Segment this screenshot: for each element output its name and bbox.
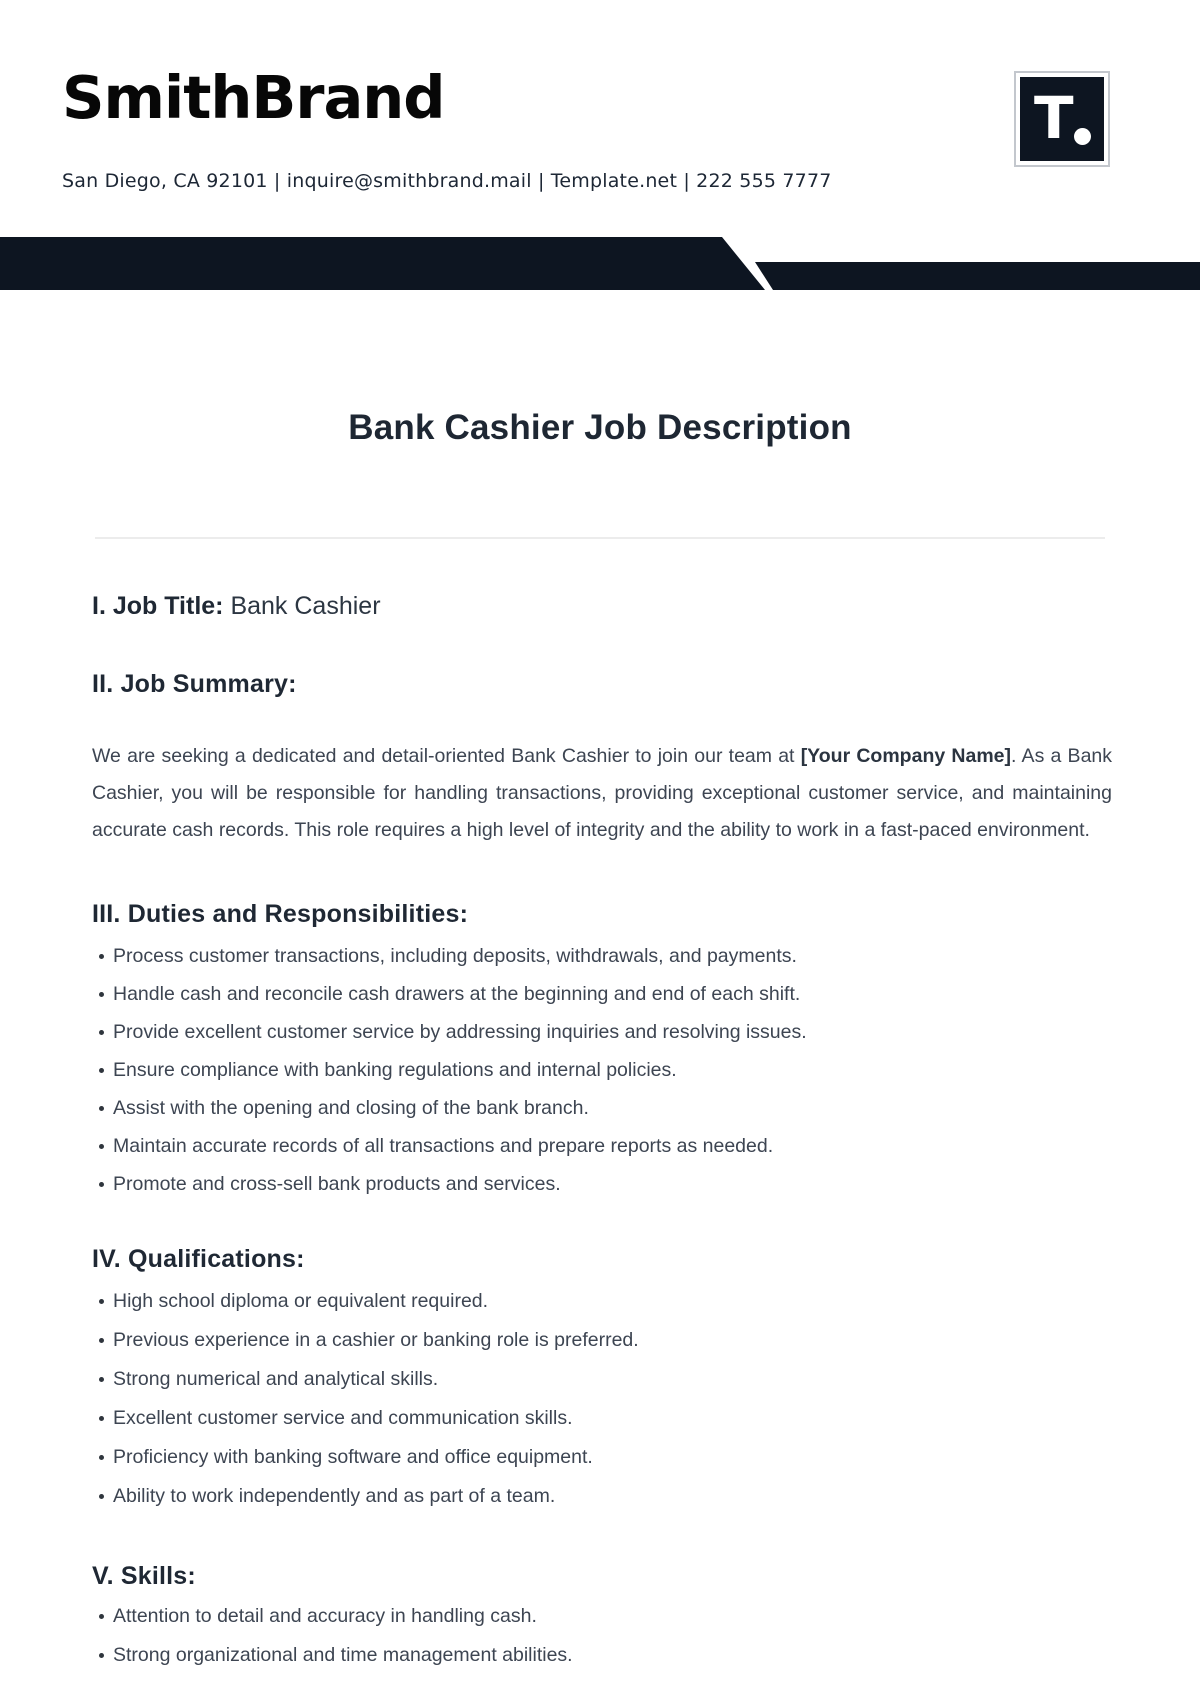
duties-list [92, 944, 1112, 1196]
brand-logo-tile [1020, 77, 1104, 161]
list-item: Strong numerical and analytical skills. [92, 1367, 1112, 1391]
section-heading-qualifications: IV. Qualifications: [92, 1245, 305, 1273]
list-item: Handle cash and reconcile cash drawers at the beginning and end of each shift. [92, 982, 1112, 1006]
list-item: Maintain accurate records of all transactions and prepare reports as needed. [92, 1134, 1112, 1158]
header-banner-divider [0, 237, 1200, 290]
skills-list [92, 1604, 1112, 1667]
qualifications-list [92, 1289, 1112, 1508]
list-item: High school diploma or equivalent required. [92, 1289, 1112, 1313]
summary-text-1: We are seeking a dedicated and detail-oriented Bank Cashier to join our team at [92, 745, 801, 767]
page-title: Bank Cashier Job Description [348, 408, 852, 447]
brand-name: SmithBrand [62, 63, 445, 132]
section-heading-job-summary: II. Job Summary: [92, 670, 297, 698]
list-item: Ability to work independently and as part of a team. [92, 1484, 1112, 1508]
list-item: Strong organizational and time management abilities. [92, 1643, 1112, 1667]
section-heading-skills: V. Skills: [92, 1562, 196, 1590]
job-title-label: I. Job Title: [92, 592, 224, 620]
banner-left-bar [0, 237, 765, 290]
job-title-value: Bank Cashier [223, 592, 381, 620]
list-item: Ensure compliance with banking regulations and internal policies. [92, 1058, 1112, 1082]
list-item: Proficiency with banking software and office equipment. [92, 1445, 1112, 1469]
list-item: Excellent customer service and communication skills. [92, 1406, 1112, 1430]
list-item: Promote and cross-sell bank products and services. [92, 1172, 1112, 1196]
logo-letter: T [1034, 84, 1074, 152]
summary-company-placeholder: [Your Company Name] [800, 745, 1012, 767]
brand-logo [1014, 71, 1110, 167]
list-item: Attention to detail and accuracy in handling cash. [92, 1604, 1112, 1628]
list-item: Previous experience in a cashier or banking role is preferred. [92, 1328, 1112, 1352]
list-item: Assist with the opening and closing of the bank branch. [92, 1096, 1112, 1120]
document-body [92, 590, 1112, 1682]
banner-right-bar [755, 262, 1200, 290]
section-heading-duties: III. Duties and Responsibilities: [92, 900, 469, 928]
logo-dot-icon [1074, 128, 1091, 145]
list-item: Process customer transactions, including deposits, withdrawals, and payments. [92, 944, 1112, 968]
section-job-title [92, 590, 1112, 622]
job-summary-paragraph [92, 738, 1112, 849]
title-divider [95, 537, 1105, 539]
contact-line: San Diego, CA 92101 | inquire@smithbrand.mail | Template.net | 222 555 7777 [62, 170, 832, 192]
summary-text-2: . As a Bank Cashier, you will be responsible for handling transactions, providing exceptional customer service, and maintaining accurate cash records. This role requires a high level of integrity and the ability to work in a fast-paced environment. [92, 745, 1113, 841]
list-item: Provide excellent customer service by addressing inquiries and resolving issues. [92, 1020, 1112, 1044]
